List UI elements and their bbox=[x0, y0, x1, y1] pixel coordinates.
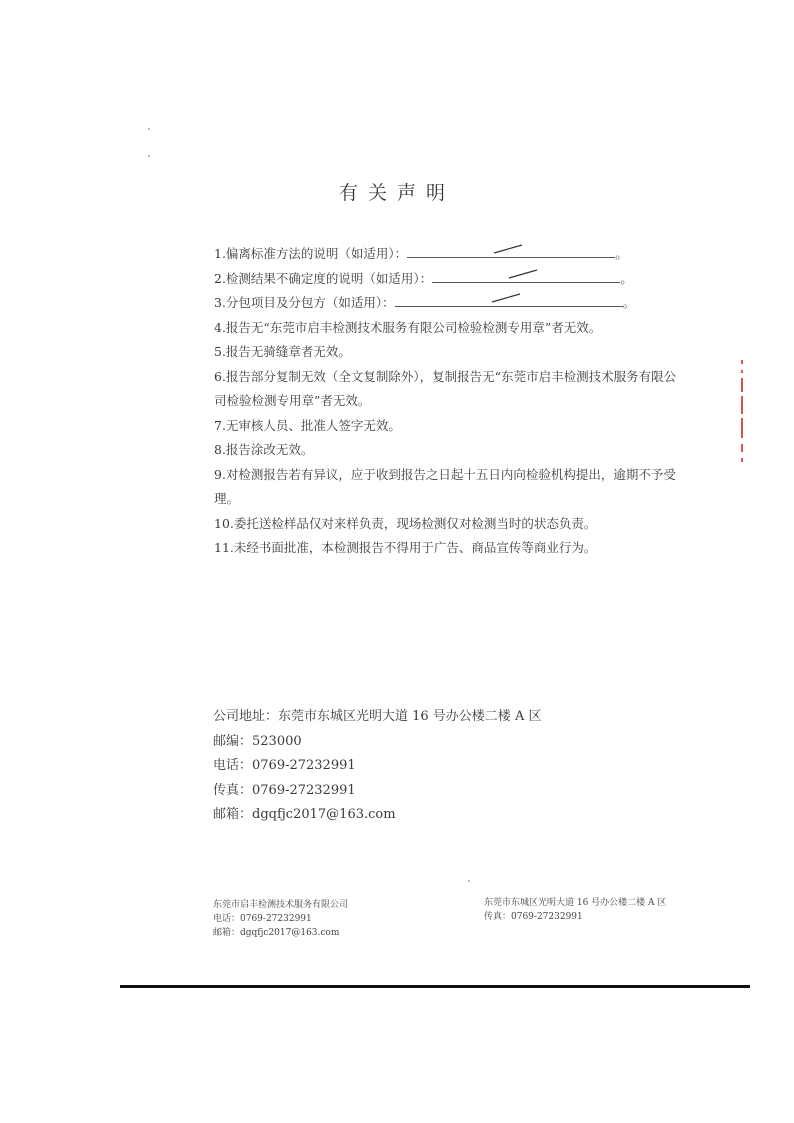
statement-text: 7.无审核人员、批准人签字无效。 bbox=[214, 417, 401, 433]
statement-s5 bbox=[214, 340, 684, 365]
scan-speck bbox=[148, 128, 150, 130]
statement-s6 bbox=[214, 365, 684, 390]
statement-text: 11.未经书面批准，本检测报告不得用于广告、商品宣传等商业行为。 bbox=[214, 540, 597, 555]
statement-s10 bbox=[214, 512, 684, 537]
statement-text: 6.报告部分复制无效（全文复制除外），复制报告无“东莞市启丰检测技术服务有限公 bbox=[214, 368, 677, 384]
email: 邮箱：dgqfjc2017@163.com bbox=[213, 807, 396, 822]
statement-s9 bbox=[214, 487, 684, 512]
phone: 电话：0769-27232991 bbox=[213, 758, 356, 773]
scan-speck bbox=[148, 155, 150, 157]
statement-s8 bbox=[214, 438, 684, 463]
footer-address: 东莞市东城区光明大道 16 号办公楼二楼 A 区 bbox=[484, 898, 667, 908]
statement-end: 。 bbox=[620, 270, 633, 286]
statement-text: 10.委托送检样品仅对来样负责，现场检测仅对检测当时的状态负责。 bbox=[214, 515, 597, 531]
fill-in-blank bbox=[407, 246, 615, 258]
strike-slash-icon bbox=[508, 269, 538, 279]
statement-text: 8.报告涂改无效。 bbox=[214, 442, 314, 457]
footer-company: 东莞市启丰检测技术服务有限公司 bbox=[213, 900, 349, 910]
company-address: 公司地址：东莞市东城区光明大道 16 号办公楼二楼 A 区 bbox=[213, 709, 542, 724]
statement-s7 bbox=[214, 414, 684, 439]
statement-s6 bbox=[214, 389, 684, 414]
statement-s11 bbox=[214, 536, 684, 561]
page-title: 有关声明 bbox=[338, 182, 455, 204]
statement-text: 司检验检测专用章”者无效。 bbox=[214, 393, 371, 408]
statement-text: 理。 bbox=[214, 491, 240, 506]
statement-text: 5.报告无骑缝章者无效。 bbox=[214, 344, 351, 359]
footer-left bbox=[213, 898, 348, 940]
statement-list bbox=[214, 242, 684, 561]
statement-text: 1.偏离标准方法的说明（如适用）： bbox=[214, 246, 408, 261]
postcode: 邮编：523000 bbox=[213, 733, 302, 749]
scan-speck bbox=[468, 880, 470, 882]
statement-s4 bbox=[214, 316, 684, 341]
fill-in-blank bbox=[432, 271, 620, 283]
contact-block bbox=[213, 705, 541, 828]
statement-text: 4.报告无“东莞市启丰检测技术服务有限公司检验检测专用章”者无效。 bbox=[214, 319, 602, 335]
statement-s3 bbox=[214, 291, 684, 316]
footer-right bbox=[484, 896, 666, 924]
footer-rule bbox=[120, 985, 750, 988]
strike-slash-icon bbox=[491, 293, 521, 303]
statement-text: 3.分包项目及分包方（如适用）： bbox=[214, 295, 395, 310]
fill-in-blank bbox=[395, 295, 623, 307]
statement-s1 bbox=[214, 242, 684, 267]
statement-s2 bbox=[214, 267, 684, 292]
statement-s9 bbox=[214, 463, 684, 488]
statement-text: 2.检测结果不确定度的说明（如适用）： bbox=[214, 270, 433, 286]
footer-email: 邮箱：dgqfjc2017@163.com bbox=[213, 928, 340, 938]
footer-fax: 传真：0769-27232991 bbox=[484, 912, 583, 922]
statement-end: 。 bbox=[622, 295, 636, 310]
statement-end: 。 bbox=[615, 246, 628, 261]
strike-slash-icon bbox=[493, 244, 523, 254]
footer-phone: 电话：0769-27232991 bbox=[213, 914, 312, 924]
fax: 传真：0769-27232991 bbox=[213, 782, 356, 798]
statement-text: 9.对检测报告若有异议，应于收到报告之日起十五日内向检验机构提出，逾期不予受 bbox=[214, 466, 676, 482]
seam-stamp-icon bbox=[738, 360, 746, 470]
